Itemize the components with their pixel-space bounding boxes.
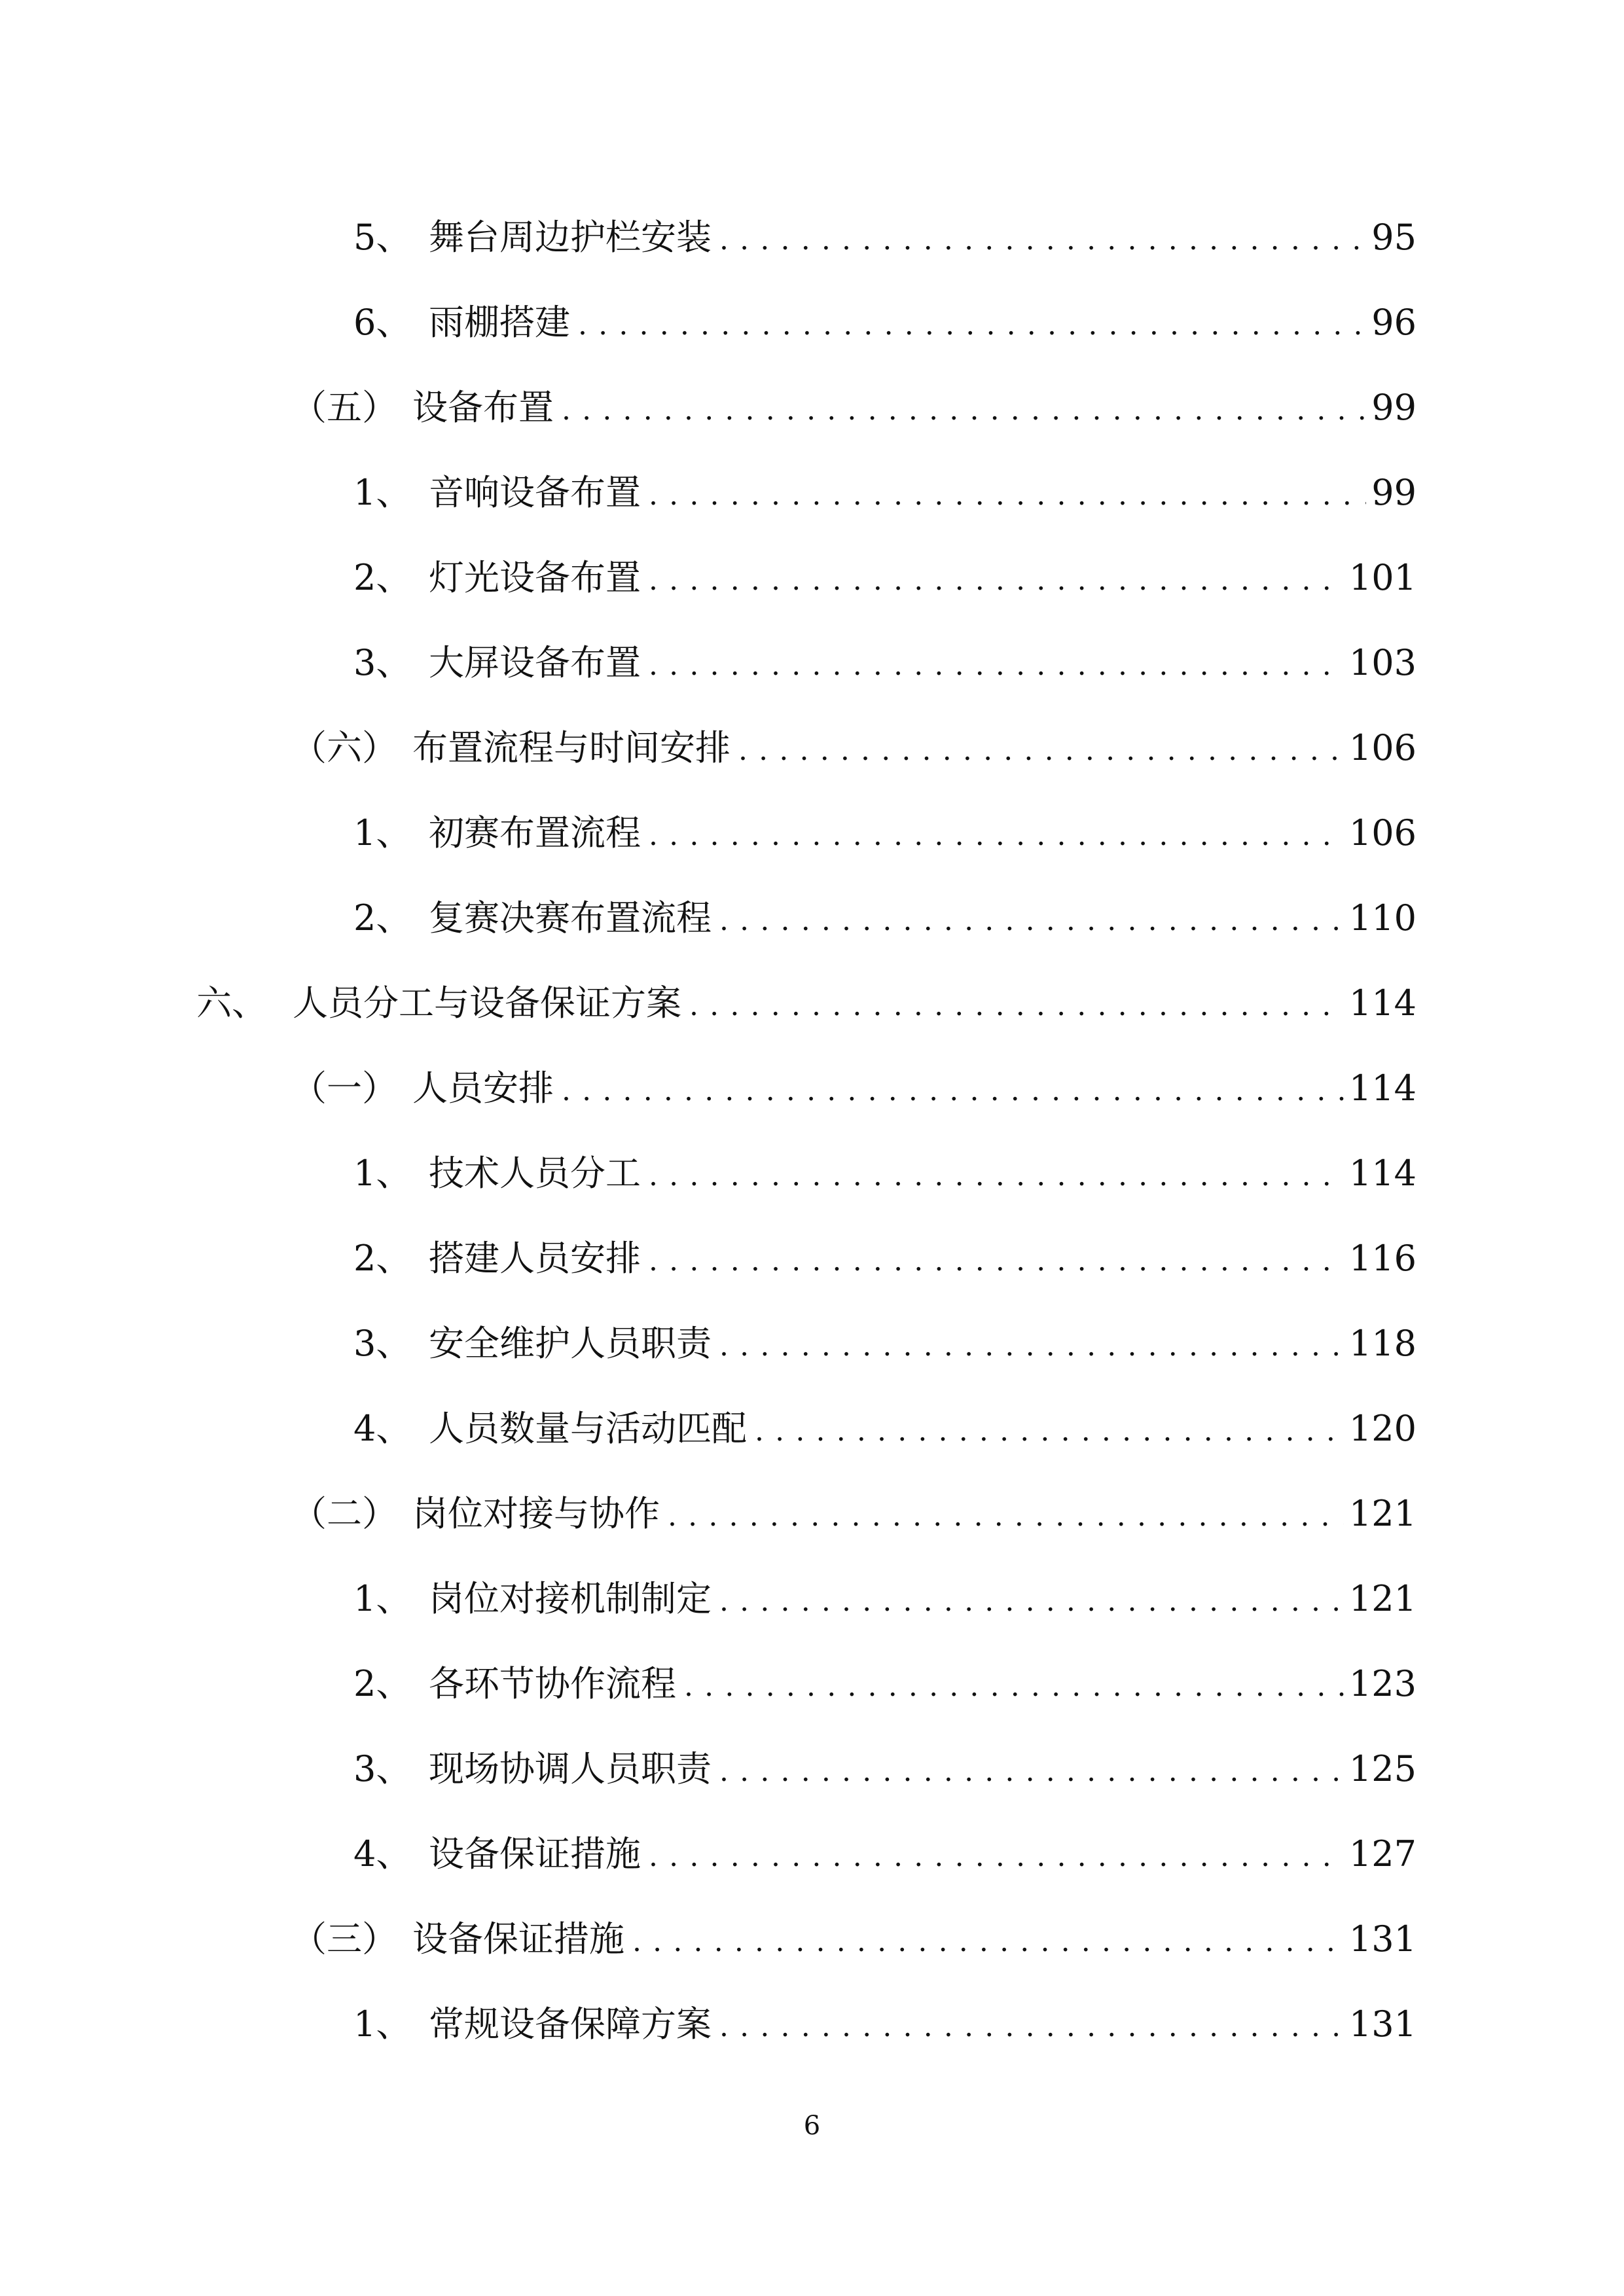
toc-entry[interactable] xyxy=(353,1651,1416,1717)
toc-entry[interactable] xyxy=(353,290,1416,355)
entry-title: 各环节协作流程 xyxy=(429,1663,676,1704)
entry-title: 设备保证措施 xyxy=(412,1918,624,1960)
dot-leader xyxy=(649,1835,1344,1874)
toc-entry[interactable] xyxy=(353,205,1416,270)
entry-page-number: 114 xyxy=(1348,1153,1416,1194)
toc-entry[interactable] xyxy=(353,630,1416,696)
entry-number: （三） xyxy=(291,1918,397,1960)
entry-page-number: 114 xyxy=(1348,982,1416,1024)
entry-page-number: 114 xyxy=(1348,1067,1416,1109)
toc-entry[interactable] xyxy=(353,800,1416,866)
entry-number: 1、 xyxy=(353,2003,412,2045)
toc-entry[interactable] xyxy=(291,1481,1416,1547)
entry-title: 岗位对接机制制定 xyxy=(429,1578,712,1619)
dot-leader xyxy=(562,1069,1344,1108)
toc-entry[interactable] xyxy=(291,375,1416,440)
entry-title: 大屏设备布置 xyxy=(429,642,641,683)
toc-entry[interactable] xyxy=(353,1992,1416,2057)
dot-leader xyxy=(578,303,1366,342)
entry-title: 音响设备布置 xyxy=(429,472,641,513)
dot-leader xyxy=(649,1154,1344,1193)
dot-leader xyxy=(649,814,1344,853)
toc-entry[interactable] xyxy=(353,1736,1416,1802)
entry-title: 岗位对接与协作 xyxy=(412,1493,660,1534)
entry-number: （六） xyxy=(291,727,397,768)
entry-page-number: 95 xyxy=(1371,217,1416,258)
dot-leader xyxy=(649,558,1344,598)
entry-number: 3、 xyxy=(353,1748,412,1789)
entry-page-number: 99 xyxy=(1371,472,1416,513)
dot-leader xyxy=(738,728,1344,768)
toc-entry[interactable] xyxy=(291,1907,1416,1972)
entry-page-number: 120 xyxy=(1348,1408,1416,1449)
dot-leader xyxy=(668,1494,1344,1534)
entry-page-number: 96 xyxy=(1371,302,1416,343)
entry-page-number: 101 xyxy=(1348,557,1416,598)
entry-title: 复赛决赛布置流程 xyxy=(429,897,712,939)
entry-page-number: 123 xyxy=(1348,1663,1416,1704)
dot-leader xyxy=(719,1579,1344,1619)
toc-entry[interactable] xyxy=(353,1396,1416,1462)
page-number: 6 xyxy=(803,2111,821,2141)
entry-title: 人员安排 xyxy=(412,1067,554,1109)
toc-entry[interactable] xyxy=(196,971,1416,1036)
entry-title: 雨棚搭建 xyxy=(429,302,570,343)
entry-number: 6、 xyxy=(353,302,412,343)
entry-title: 设备保证措施 xyxy=(429,1833,641,1874)
dot-leader xyxy=(755,1409,1344,1448)
entry-title: 现场协调人员职责 xyxy=(429,1748,712,1789)
entry-title: 灯光设备布置 xyxy=(429,557,641,598)
entry-number: 4、 xyxy=(353,1833,412,1874)
dot-leader xyxy=(684,1664,1344,1704)
entry-title: 人员数量与活动匹配 xyxy=(429,1408,747,1449)
dot-leader xyxy=(649,643,1344,683)
entry-number: 1、 xyxy=(353,472,412,513)
toc-entry[interactable] xyxy=(353,545,1416,611)
entry-number: 1、 xyxy=(353,1578,412,1619)
entry-number: 2、 xyxy=(353,1663,412,1704)
entry-page-number: 116 xyxy=(1348,1238,1416,1279)
entry-title: 舞台周边护栏安装 xyxy=(429,217,712,258)
entry-title: 安全维护人员职责 xyxy=(429,1323,712,1364)
toc-entry[interactable] xyxy=(291,715,1416,781)
entry-number: 1、 xyxy=(353,1153,412,1194)
entry-number: 3、 xyxy=(353,642,412,683)
entry-page-number: 121 xyxy=(1348,1493,1416,1534)
entry-page-number: 131 xyxy=(1348,1918,1416,1960)
entry-title: 设备布置 xyxy=(412,387,554,428)
toc-entry[interactable] xyxy=(353,1141,1416,1206)
toc-entry[interactable] xyxy=(353,1566,1416,1632)
dot-leader xyxy=(689,984,1344,1023)
entry-number: （五） xyxy=(291,387,397,428)
dot-leader xyxy=(719,2005,1344,2044)
entry-title: 技术人员分工 xyxy=(429,1153,641,1194)
toc-entry[interactable] xyxy=(291,1056,1416,1121)
entry-page-number: 125 xyxy=(1348,1748,1416,1789)
entry-page-number: 118 xyxy=(1348,1323,1416,1364)
toc-entry[interactable] xyxy=(353,1821,1416,1887)
entry-page-number: 99 xyxy=(1371,387,1416,428)
toc-entry[interactable] xyxy=(353,460,1416,526)
entry-title: 常规设备保障方案 xyxy=(429,2003,712,2045)
entry-number: （一） xyxy=(291,1067,397,1109)
entry-title: 搭建人员安排 xyxy=(429,1238,641,1279)
entry-number: 5、 xyxy=(353,217,412,258)
toc-entry[interactable] xyxy=(353,1226,1416,1291)
entry-number: （二） xyxy=(291,1493,397,1534)
dot-leader xyxy=(719,1749,1344,1789)
entry-page-number: 121 xyxy=(1348,1578,1416,1619)
dot-leader xyxy=(719,1324,1344,1363)
entry-number: 4、 xyxy=(353,1408,412,1449)
entry-page-number: 106 xyxy=(1348,727,1416,768)
entry-page-number: 131 xyxy=(1348,2003,1416,2045)
dot-leader xyxy=(649,1239,1344,1278)
dot-leader xyxy=(562,388,1366,427)
entry-number: 2、 xyxy=(353,557,412,598)
entry-page-number: 110 xyxy=(1348,897,1416,939)
entry-title: 人员分工与设备保证方案 xyxy=(293,982,681,1024)
dot-leader xyxy=(719,899,1344,938)
entry-number: 2、 xyxy=(353,897,412,939)
entry-number: 六、 xyxy=(196,982,267,1024)
entry-title: 初赛布置流程 xyxy=(429,812,641,853)
entry-page-number: 106 xyxy=(1348,812,1416,853)
entry-page-number: 103 xyxy=(1348,642,1416,683)
entry-number: 2、 xyxy=(353,1238,412,1279)
dot-leader xyxy=(632,1920,1344,1959)
entry-page-number: 127 xyxy=(1348,1833,1416,1874)
entry-number: 1、 xyxy=(353,812,412,853)
toc-entry[interactable] xyxy=(353,886,1416,951)
entry-number: 3、 xyxy=(353,1323,412,1364)
dot-leader xyxy=(719,218,1366,257)
entry-title: 布置流程与时间安排 xyxy=(412,727,731,768)
dot-leader xyxy=(649,473,1366,512)
toc-entry[interactable] xyxy=(353,1311,1416,1376)
